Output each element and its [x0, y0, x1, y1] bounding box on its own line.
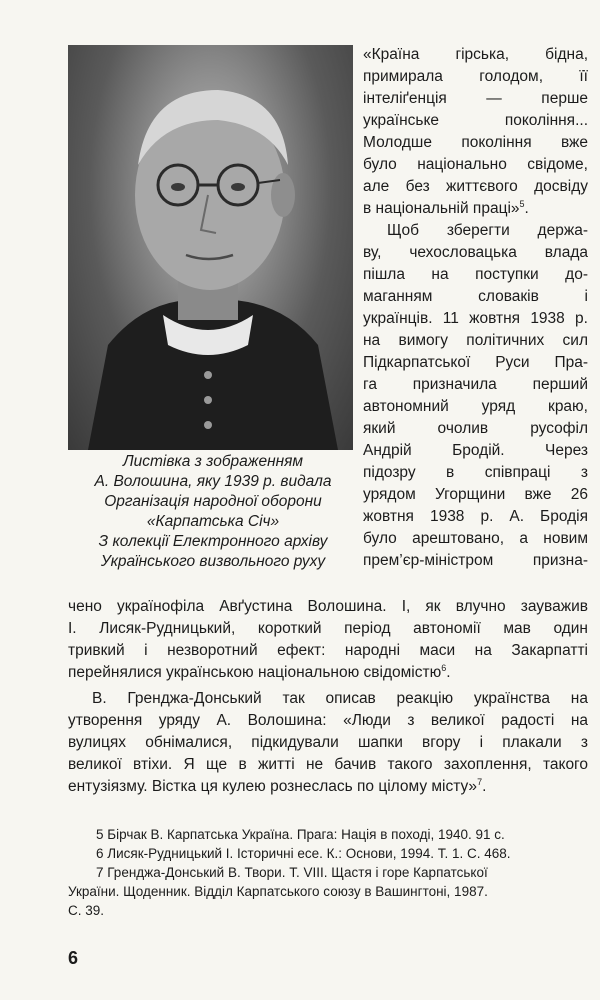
- text-line: українське покоління...: [363, 112, 588, 129]
- footnote: 5 Бірчак В. Карпатська Україна. Прага: Нація в поході, 1940. 91 с.: [96, 827, 505, 842]
- text-line: прем’єр-міністром призна-: [363, 552, 588, 569]
- caption-line: «Карпатська Січ»: [146, 513, 280, 530]
- paragraph-grendzha: [68, 688, 588, 798]
- caption-line: Українського визвольного руху: [100, 553, 326, 570]
- text-line: Підкарпатської Руси Пра-: [363, 354, 588, 371]
- text-line: чено українофіла Авґустина Волошина. І, як влучно зауважив: [68, 598, 588, 615]
- text-line: але без життєвого досвіду: [363, 178, 588, 195]
- text-line: підозру в співпраці з: [363, 464, 588, 481]
- text-line: було арештовано, а новим: [363, 530, 588, 547]
- text-line: га призначила перший: [363, 376, 588, 393]
- page-number: 6: [68, 948, 79, 968]
- text-line: Щоб зберегти держа-: [387, 222, 588, 239]
- footnote-ref: 7: [477, 776, 483, 787]
- caption-line: З колекції Електронного архіву: [98, 533, 328, 550]
- text-line: утворення уряду А. Волошина: «Люди з великої радості на: [68, 712, 588, 729]
- text-line: пішла на поступки до-: [363, 266, 588, 283]
- text-line: урядом Угорщини вже 26: [363, 486, 588, 503]
- text-line: ву, чехословацька влада: [363, 244, 588, 261]
- text-line: було національно свідоме,: [363, 156, 588, 173]
- portrait-photo: [68, 45, 353, 450]
- footnote: 7 Гренджа-Донський В. Твори. Т. VIII. Щастя і горе Карпатської: [96, 865, 488, 880]
- caption-line: Організація народної оборони: [104, 493, 322, 510]
- footnote: України. Щоденник. Відділ Карпатського союзу в Вашингтоні, 1987.: [68, 884, 488, 899]
- text-line: «Країна гірська, бідна,: [363, 46, 588, 63]
- side-text-column: [363, 44, 588, 572]
- footnote-ref: 5: [519, 198, 525, 209]
- text-line: великої втіхи. Я ще в житті не бачив такого захоплення, такого: [68, 756, 588, 773]
- text-line: українців. 11 жовтня 1938 р.: [363, 310, 588, 327]
- text-line-content: в національній праці»: [363, 200, 520, 217]
- text-line: маганням словаків і: [363, 288, 588, 305]
- footnote: С. 39.: [68, 903, 105, 918]
- text-line: перейнялися українською національною свідомістю$^6$.: [68, 662, 451, 681]
- text-line: вулицях обнімалися, підкидували шапки вгору і плакали з: [68, 734, 588, 751]
- paragraph-continuation: [68, 596, 588, 684]
- photo-caption: [68, 452, 358, 572]
- text-line: тривкий і незворотний ефект: народні маси на Закарпатті: [68, 642, 588, 659]
- footnotes: [68, 825, 588, 920]
- text-line: в національній праці»$^5$.: [363, 198, 529, 217]
- text-line: інтеліґенція — перше: [363, 90, 588, 107]
- text-line: який очолив русофіл: [363, 420, 588, 437]
- text-line: І. Лисяк-Рудницький, короткий період автономії мав один: [68, 620, 588, 637]
- text-line-content: перейнялися українською національною свідомістю: [68, 664, 442, 681]
- caption-line: Листівка з зображенням: [122, 453, 304, 470]
- text-line: В. Гренджа-Донський так описав реакцію українства на: [92, 690, 588, 707]
- text-line: жовтня 1938 р. А. Бродія: [363, 508, 588, 525]
- text-line: Андрій Бродій. Через: [363, 442, 588, 459]
- caption-line: А. Волошина, яку 1939 р. видала: [94, 473, 332, 490]
- text-line: автономний уряд краю,: [363, 398, 588, 415]
- text-line: Молодше покоління вже: [363, 134, 588, 151]
- text-line: ентузіязму. Вістка ця кулею рознеслась по цілому місту»$^7$.: [68, 776, 487, 795]
- portrait-illustration: [68, 45, 353, 450]
- text-line: примирала голодом, її: [363, 68, 588, 85]
- text-line-content: ентузіязму. Вістка ця кулею рознеслась по цілому місту»: [68, 778, 478, 795]
- text-line: на вимогу політичних сил: [363, 332, 588, 349]
- footnote: 6 Лисяк-Рудницький І. Історичні есе. К.: Основи, 1994. Т. 1. С. 468.: [96, 846, 511, 861]
- footnote-ref: 6: [441, 662, 447, 673]
